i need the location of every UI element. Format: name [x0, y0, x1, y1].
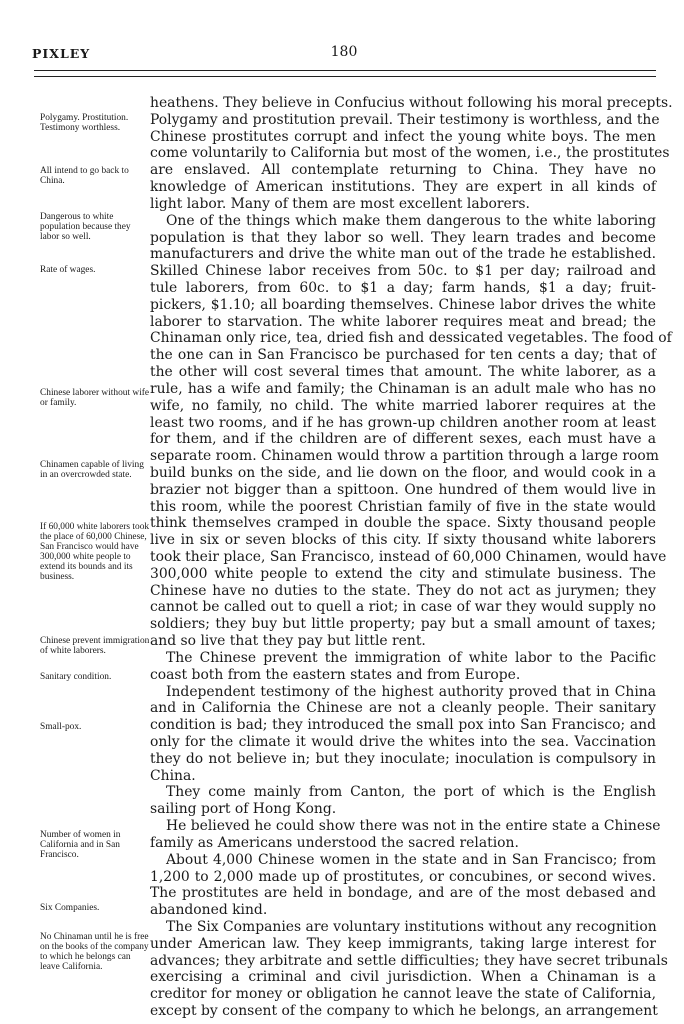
body-line: The Chinese prevent the immigration of white labor to the Pacific — [166, 649, 656, 666]
body-line: The prostitutes are held in bondage, and are of the most debased and — [150, 885, 656, 902]
body-line: Independent testimony of the highest authority proved that in China — [166, 683, 656, 700]
body-line: They come mainly from Canton, the port of which is the English — [166, 784, 656, 801]
body-line: condition is bad; they introduced the small pox into San Francisco; and — [150, 717, 656, 734]
body-line: China. — [150, 767, 196, 784]
page-number: 180 — [330, 44, 358, 60]
margin-note: Polygamy. Prostitution. Testimony worthless. — [40, 113, 129, 133]
body-line: brazier not bigger than a spittoon. One hundred of them would live in — [150, 481, 656, 498]
body-line: advances; they arbitrate and settle difficulties; they have secret tribunals — [150, 952, 668, 969]
body-line: and in California the Chinese are not a cleanly people. Their sanitary — [150, 700, 656, 717]
margin-note: Dangerous to white population because they labor so well. — [40, 212, 131, 242]
body-line: the one can in San Francisco be purchased for ten cents a day; that of — [150, 347, 656, 364]
body-line: The Six Companies are voluntary institutions without any recognition — [166, 918, 657, 935]
body-line: light labor. Many of them are most excellent laborers. — [150, 195, 530, 212]
body-line: tule laborers, from 60c. to $1 a day; farm hands, $1 a day; fruit- — [150, 280, 656, 296]
body-line: they do not believe in; but they inoculate; inoculation is compulsory in — [150, 750, 656, 767]
body-line: manufacturers and drive the white man out of the trade he established. — [150, 246, 656, 263]
page-header — [32, 44, 656, 64]
margin-note: No Chinaman until he is free on the books of the company to which he belongs can leave California. — [40, 932, 149, 972]
margin-note: Chinamen capable of living in an overcrowded state. — [40, 460, 144, 480]
body-line: build bunks on the side, and lie down on the floor, and would cook in a — [150, 464, 656, 481]
body-line: population is that they labor so well. They learn trades and become — [150, 229, 656, 246]
body-line: are enslaved. All contemplate returning to China. They have no — [150, 162, 656, 179]
body-line: for them, and if the children are of different sexes, each must have a — [150, 431, 656, 448]
body-line: cannot be called out to quell a riot; in case of war they would supply no — [150, 599, 656, 616]
body-line: only for the climate it would drive the whites into the sea. Vaccination — [150, 734, 656, 750]
body-line: least two rooms, and if he has grown-up children another room at least — [150, 414, 656, 431]
margin-note: Chinese laborer without wife or family. — [40, 388, 150, 408]
body-line: coast both from the eastern states and from Europe. — [150, 666, 521, 683]
margin-note: Six Companies. — [40, 903, 100, 913]
body-line: the other will cost several times that amount. The white laborer, as a — [150, 364, 656, 380]
body-line: creditor for money or obligation he cannot leave the state of California, — [150, 986, 656, 1003]
body-line: separate room. Chinamen would throw a partition through a large room — [150, 448, 659, 465]
body-line: soldiers; they buy but little property; pay but a small amount of taxes; — [150, 616, 656, 633]
body-line: sailing port of Hong Kong. — [150, 801, 337, 818]
body-line: About 4,000 Chinese women in the state and in San Francisco; from — [166, 851, 656, 868]
body-line: Chinaman only rice, tea, dried fish and dessicated vegetables. The food of — [150, 330, 672, 347]
margin-note: Sanitary condition. — [40, 672, 112, 682]
body-line: come voluntarily to California but most of the women, i.e., the prostitutes — [150, 145, 670, 162]
body-line: One of the things which make them dangerous to the white laboring — [166, 212, 656, 229]
body-line: heathens. They believe in Confucius without following his moral precepts. — [150, 95, 673, 111]
margin-note: Chinese prevent immigration of white laborers. — [40, 636, 150, 656]
body-line: pickers, $1.10; all boarding themselves. Chinese labor drives the white — [150, 296, 656, 313]
body-line: family as Americans understood the sacred relation. — [150, 834, 519, 851]
body-line: exercising a criminal and civil jurisdiction. When a Chinaman is a — [150, 969, 656, 986]
running-head: PIXLEY — [32, 46, 91, 61]
body-line: wife, no family, no child. The white married laborer requires at the — [150, 397, 656, 414]
body-line: 1,200 to 2,000 made up of prostitutes, or concubines, or second wives. — [150, 868, 656, 885]
body-line: this room, while the poorest Christian family of five in the state would — [150, 498, 656, 515]
margin-note: Number of women in California and in San Francisco. — [40, 830, 121, 860]
body-line: Polygamy and prostitution prevail. Their testimony is worthless, and the — [150, 111, 660, 128]
body-line: laborer to starvation. The white laborer requires meat and bread; the — [150, 313, 656, 330]
body-line: knowledge of American institutions. They are expert in all kinds of — [150, 179, 656, 196]
margin-note: Rate of wages. — [40, 265, 96, 275]
margin-note: If 60,000 white laborers took the place of 60,000 Chinese, San Francisco would have 300,000 white people to extend its bounds and its business. — [40, 522, 150, 582]
header-rule — [34, 70, 656, 71]
body-line: abandoned kind. — [150, 902, 268, 919]
body-line: took their place, San Francisco, instead of 60,000 Chinamen, would have — [150, 549, 667, 565]
body-line: under American law. They keep immigrants, taking large interest for — [150, 935, 656, 952]
body-line: He believed he could show there was not in the entire state a Chinese — [166, 818, 661, 834]
margin-note: Small-pox. — [40, 722, 82, 732]
body-line: think themselves cramped in double the space. Sixty thousand people — [150, 515, 656, 532]
header-rule-thin — [34, 76, 656, 77]
body-line: rule, has a wife and family; the Chinaman is an adult male who has no — [150, 380, 656, 397]
body-line: except by consent of the company to which he belongs, an arrangement — [150, 1003, 658, 1019]
body-line: live in six or seven blocks of this city. If sixty thousand white laborers — [150, 532, 656, 549]
body-line: and so live that they pay but little rent. — [150, 633, 426, 650]
body-line: Skilled Chinese labor receives from 50c. to $1 per day; railroad and — [150, 263, 656, 280]
body-line: Chinese prostitutes corrupt and infect the young white boys. The men — [150, 128, 656, 145]
margin-note: All intend to go back to China. — [40, 166, 129, 186]
body-line: 300,000 white people to extend the city and stimulate business. The — [150, 565, 656, 582]
body-line: Chinese have no duties to the state. They do not act as jurymen; they — [150, 582, 656, 599]
